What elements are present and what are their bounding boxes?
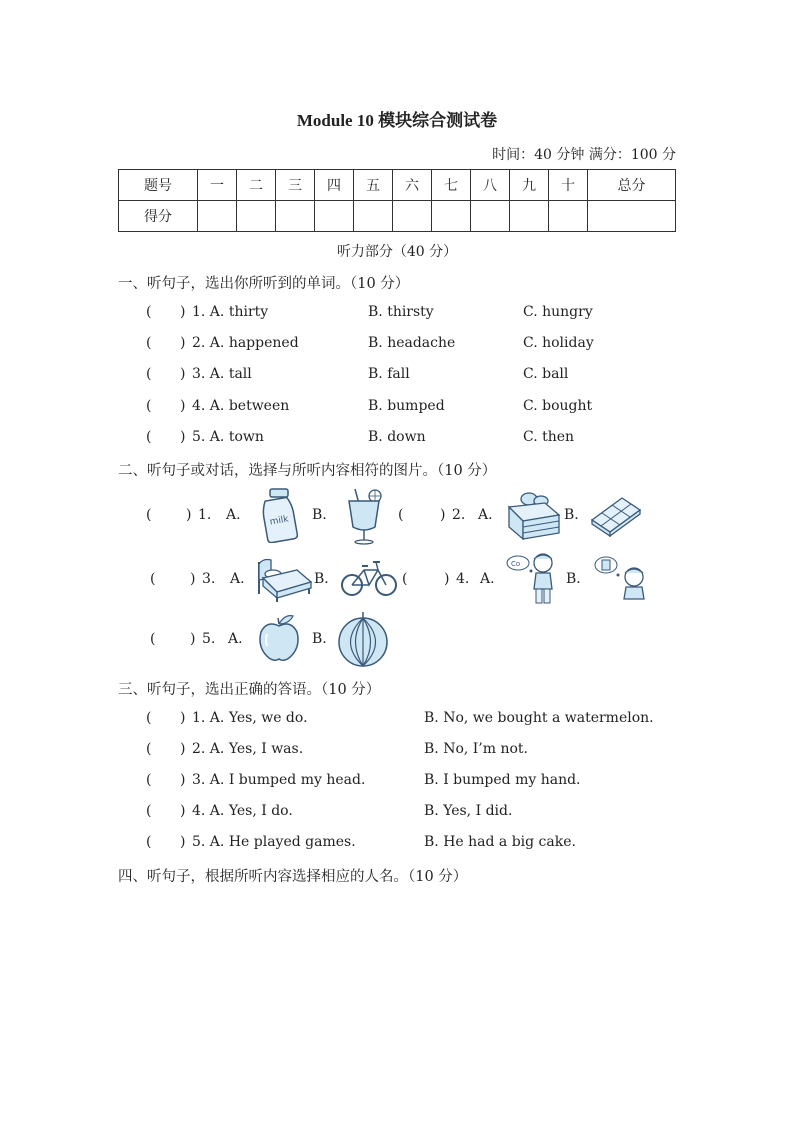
option-a-label: A. [478, 507, 493, 523]
option-b-label: B. [566, 571, 581, 587]
option-b: B. thirsty [368, 304, 434, 320]
answer-paren-right: ) [180, 834, 186, 850]
option-a: 4. A. Yes, I do. [192, 803, 293, 819]
score-input-cell[interactable] [354, 201, 393, 232]
score-input-cell[interactable] [510, 201, 549, 232]
score-input-cell[interactable] [393, 201, 432, 232]
question-number: 4. [456, 571, 470, 587]
score-input-cell[interactable] [198, 201, 237, 232]
watermelon-icon[interactable] [336, 610, 390, 668]
table-cell: 八 [471, 170, 510, 201]
option-a-label: A. [480, 571, 495, 587]
answer-paren-right: ) [180, 304, 186, 320]
table-cell: 九 [510, 170, 549, 201]
table-cell: 二 [237, 170, 276, 201]
question-number: 1. [198, 507, 212, 523]
option-b: B. I bumped my hand. [424, 772, 581, 788]
answer-paren-right: ) [180, 335, 186, 351]
section-title: 一、听句子，选出你所听到的单词。（10 分） [118, 276, 410, 292]
question-number: 5. [202, 631, 216, 647]
answer-paren-left[interactable]: ( [146, 741, 152, 757]
score-table-header-row [119, 170, 676, 201]
option-b: B. He had a big cake. [424, 834, 576, 850]
option-a: 2. A. Yes, I was. [192, 741, 304, 757]
option-c: C. then [523, 429, 575, 445]
answer-paren-left[interactable]: ( [150, 571, 156, 587]
section-title: 二、听句子或对话，选择与所听内容相符的图片。（10 分） [118, 463, 497, 479]
page-title: Module 10 模块综合测试卷 [296, 111, 498, 130]
answer-paren-right: ) [180, 366, 186, 382]
score-input-cell[interactable] [549, 201, 588, 232]
answer-paren-right: ) [180, 803, 186, 819]
answer-paren-right: ) [180, 772, 186, 788]
answer-paren-left[interactable]: ( [398, 507, 404, 523]
bicycle-icon[interactable] [340, 558, 398, 598]
option-a: 2. A. happened [192, 335, 299, 351]
table-cell: 一 [198, 170, 237, 201]
answer-paren-right: ) [180, 710, 186, 726]
answer-paren-left[interactable]: ( [150, 631, 156, 647]
answer-paren-right: ) [180, 398, 186, 414]
answer-paren-right: ) [180, 429, 186, 445]
score-input-cell[interactable] [237, 201, 276, 232]
option-b-label: B. [312, 631, 327, 647]
answer-paren-right: ) [190, 571, 196, 587]
answer-paren-left[interactable]: ( [146, 507, 152, 523]
bed-icon[interactable] [253, 554, 313, 602]
milk-bottle-icon[interactable] [256, 487, 302, 543]
option-a: 1. A. Yes, we do. [192, 710, 308, 726]
answer-paren-left[interactable]: ( [146, 429, 152, 445]
score-input-cell[interactable] [276, 201, 315, 232]
answer-paren-left[interactable]: ( [146, 335, 152, 351]
answer-paren-left[interactable]: ( [402, 571, 408, 587]
table-cell: 六 [393, 170, 432, 201]
answer-paren-left[interactable]: ( [146, 834, 152, 850]
option-b-label: B. [314, 571, 329, 587]
score-table-score-row [119, 201, 676, 232]
option-b: B. Yes, I did. [424, 803, 513, 819]
listening-header: 听力部分（40 分） [336, 244, 458, 260]
option-a: 5. A. town [192, 429, 264, 445]
answer-paren-right: ) [440, 507, 446, 523]
score-table [118, 169, 676, 232]
question-number: 3. [202, 571, 216, 587]
option-b: B. headache [368, 335, 456, 351]
option-c: C. hungry [523, 304, 593, 320]
svg-text:milk: milk [268, 514, 290, 528]
cake-slice-icon[interactable] [505, 489, 561, 541]
chocolate-bar-icon[interactable] [588, 492, 644, 538]
table-cell: 总分 [588, 170, 676, 201]
table-cell: 四 [315, 170, 354, 201]
table-cell: 五 [354, 170, 393, 201]
option-a-label: A. [226, 507, 241, 523]
option-b-label: B. [312, 507, 327, 523]
boy-thinking-drink-icon[interactable] [590, 553, 648, 603]
answer-paren-right: ) [190, 631, 196, 647]
option-b-label: B. [564, 507, 579, 523]
option-c: C. bought [523, 398, 593, 414]
answer-paren-left[interactable]: ( [146, 772, 152, 788]
table-cell: 三 [276, 170, 315, 201]
answer-paren-left[interactable]: ( [146, 366, 152, 382]
option-a: 1. A. thirty [192, 304, 269, 320]
score-input-cell[interactable] [315, 201, 354, 232]
option-b: B. No, I’m not. [424, 741, 528, 757]
table-cell: 七 [432, 170, 471, 201]
option-b: B. down [368, 429, 426, 445]
option-b: B. No, we bought a watermelon. [424, 710, 654, 726]
question-number: 2. [452, 507, 466, 523]
answer-paren-left[interactable]: ( [146, 803, 152, 819]
option-b: B. bumped [368, 398, 445, 414]
table-cell: 题号 [119, 170, 198, 201]
answer-paren-left[interactable]: ( [146, 710, 152, 726]
section-title: 四、听句子，根据所听内容选择相应的人名。（10 分） [118, 869, 468, 885]
table-cell: 十 [549, 170, 588, 201]
table-cell: 得分 [119, 201, 198, 232]
svg-text:Co: Co [511, 560, 521, 568]
boy-thinking-icon[interactable] [502, 549, 560, 607]
option-a-label: A. [228, 631, 243, 647]
time-score-line: 时间：40 分钟 满分：100 分 [492, 147, 676, 163]
answer-paren-right: ) [186, 507, 192, 523]
score-input-cell[interactable] [432, 201, 471, 232]
answer-paren-left[interactable]: ( [146, 304, 152, 320]
answer-paren-left[interactable]: ( [146, 398, 152, 414]
option-a: 5. A. He played games. [192, 834, 356, 850]
apple-icon[interactable] [257, 612, 301, 664]
option-a: 3. A. tall [192, 366, 252, 382]
option-a-label: A. [230, 571, 245, 587]
section-title: 三、听句子，选出正确的答语。（10 分） [118, 682, 381, 698]
option-c: C. holiday [523, 335, 594, 351]
answer-paren-right: ) [444, 571, 450, 587]
option-a: 4. A. between [192, 398, 290, 414]
score-input-cell[interactable] [588, 201, 676, 232]
option-a: 3. A. I bumped my head. [192, 772, 366, 788]
juice-glass-icon[interactable] [343, 487, 385, 545]
score-input-cell[interactable] [471, 201, 510, 232]
answer-paren-right: ) [180, 741, 186, 757]
option-c: C. ball [523, 366, 569, 382]
option-b: B. fall [368, 366, 410, 382]
